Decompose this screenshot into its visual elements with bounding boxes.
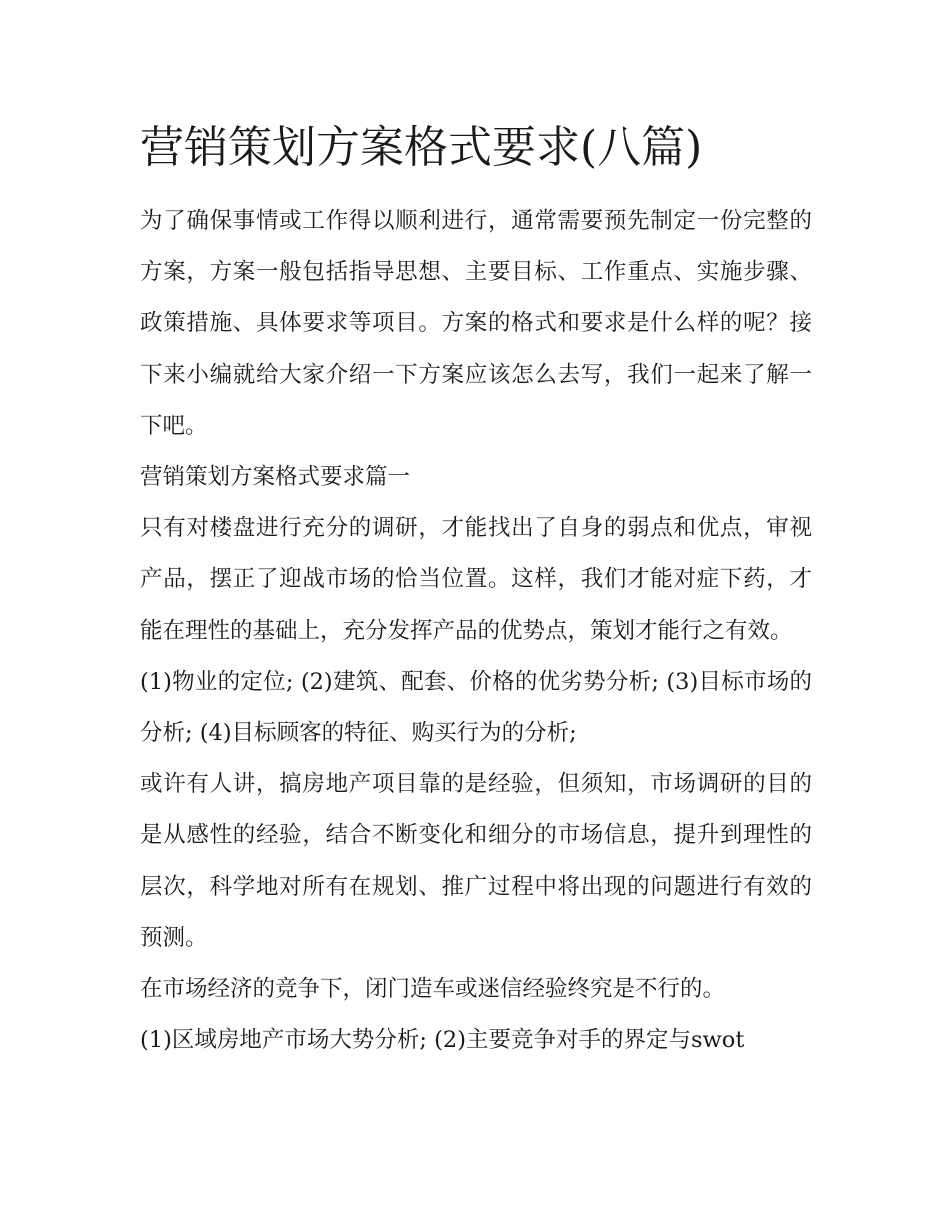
body-paragraph: 只有对楼盘进行充分的调研，才能找出了自身的弱点和优点，审视产品，摆正了迎战市场的恰当位置。这样，我们才能对症下药，才能在理性的基础上，充分发挥产品的优势点，策划才能行之有效。	[140, 515, 812, 644]
document-title: 营销策划方案格式要求(八篇)	[140, 122, 703, 173]
list-paragraph: (1)区域房地产市场大势分析; (2)主要竞争对手的界定与swot	[140, 1027, 745, 1054]
section-heading: 营销策划方案格式要求篇一	[140, 464, 411, 491]
document-body	[140, 196, 812, 1066]
intro-paragraph: 为了确保事情或工作得以顺利进行，通常需要预先制定一份完整的方案，方案一般包括指导思想、主要目标、工作重点、实施步骤、政策措施、具体要求等项目。方案的格式和要求是什么样的呢？接下来小编就给大家介绍一下方案应该怎么去写，我们一起来了解一下吧。	[140, 208, 812, 439]
body-paragraph: 或许有人讲，搞房地产项目靠的是经验，但须知，市场调研的目的是从感性的经验，结合不断变化和细分的市场信息，提升到理性的层次，科学地对所有在规划、推广过程中将出现的问题进行有效的预测。	[140, 771, 812, 951]
body-paragraph: 在市场经济的竞争下，闭门造车或迷信经验终究是不行的。	[140, 976, 726, 1003]
list-paragraph: (1)物业的定位; (2)建筑、配套、价格的优劣势分析; (3)目标市场的分析; (4)目标顾客的特征、购买行为的分析;	[140, 668, 812, 747]
